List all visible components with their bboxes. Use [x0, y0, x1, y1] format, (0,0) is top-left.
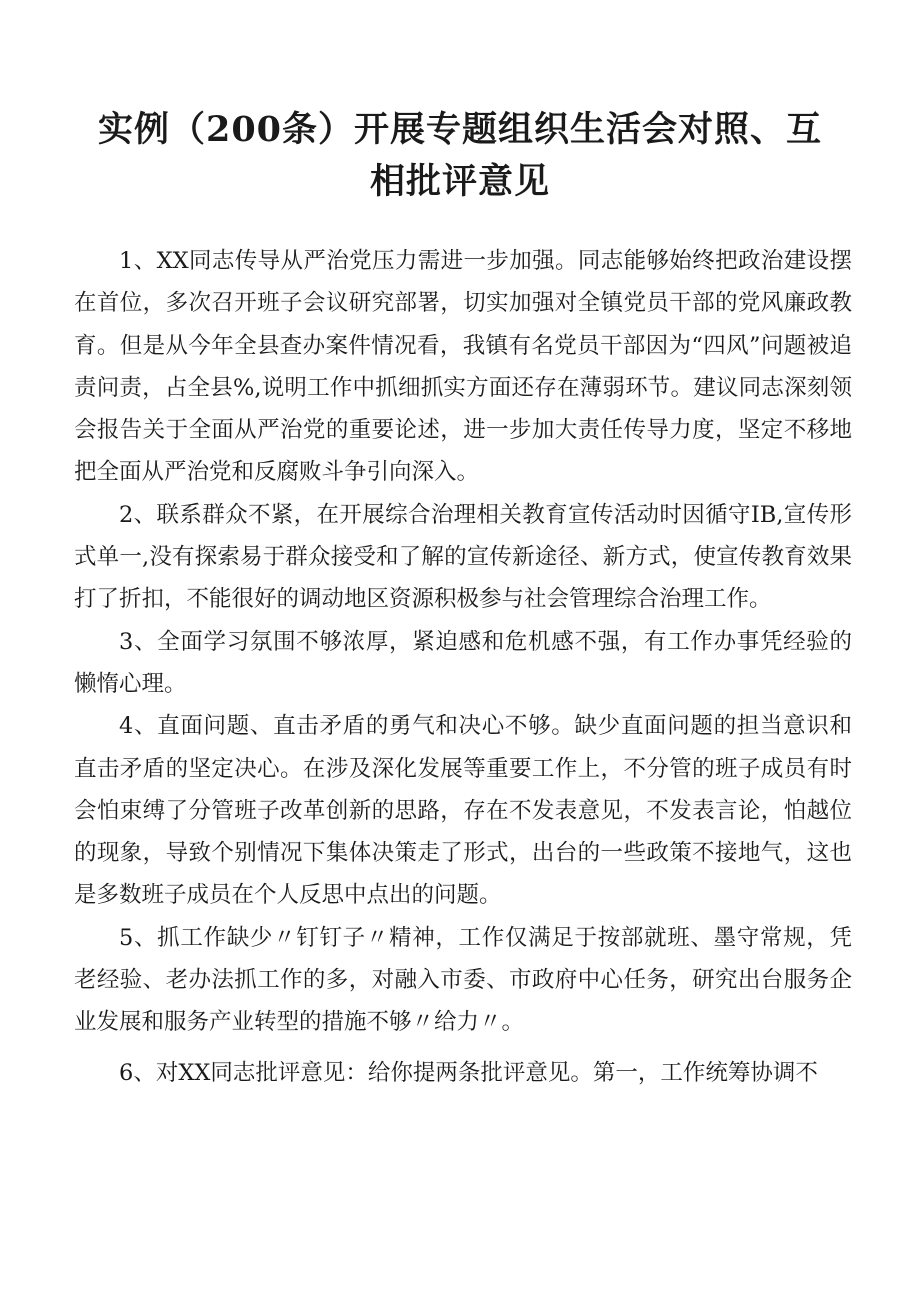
paragraph-6: 6、对XX同志批评意见：给你提两条批评意见。第一，工作统筹协调不 [119, 1059, 818, 1086]
paragraph-2: 2、联系群众不紧，在开展综合治理相关教育宣传活动时因循守IB,宣传形式单一,没有探索易于群众接受和了解的宣传新途径、新方式，使宣传教育效果打了折扣，不能很好的调动地区资源积极参与社会管理综合治理工作。 [74, 501, 852, 613]
paragraph-5: 5、抓工作缺少〃钉钉子〃精神，工作仅满足于按部就班、墨守常规，凭老经验、老办法抓工作的多，对融入市委、市政府中心任务，研究出台服务企业发展和服务产业转型的措施不够〃给力〃。 [74, 924, 852, 1036]
paragraph-1: 1、XX同志传导从严治党压力需进一步加强。同志能够始终把政治建设摆在首位，多次召开班子会议研究部署，切实加强对全镇党员干部的党风廉政教育。但是从今年全县查办案件情况看，我镇有名党员干部因为“四风”问题被追责问责，占全县%,说明工作中抓细抓实方面还存在薄弱环节。建议同志深刻领会报告关于全面从严治党的重要论述，进一步加大责任传导力度，坚定不移地把全面从严治党和反腐败斗争引向深入。 [74, 248, 852, 486]
document-body [74, 240, 852, 1094]
paragraph-3: 3、全面学习氛围不够浓厚，紧迫感和危机感不强，有工作办事凭经验的懒惰心理。 [74, 628, 852, 697]
paragraph-4: 4、直面问题、直击矛盾的勇气和决心不够。缺少直面问题的担当意识和直击矛盾的坚定决心。在涉及深化发展等重要工作上，不分管的班子成员有时会怕束缚了分管班子改革创新的思路，存在不发表意见，不发表言论，怕越位的现象，导致个别情况下集体决策走了形式，出台的一些政策不接地气，这也是多数班子成员在个人反思中点出的问题。 [74, 713, 852, 909]
document-title: 实例（200条）开展专题组织生活会对照、互相批评意见 [97, 109, 823, 202]
